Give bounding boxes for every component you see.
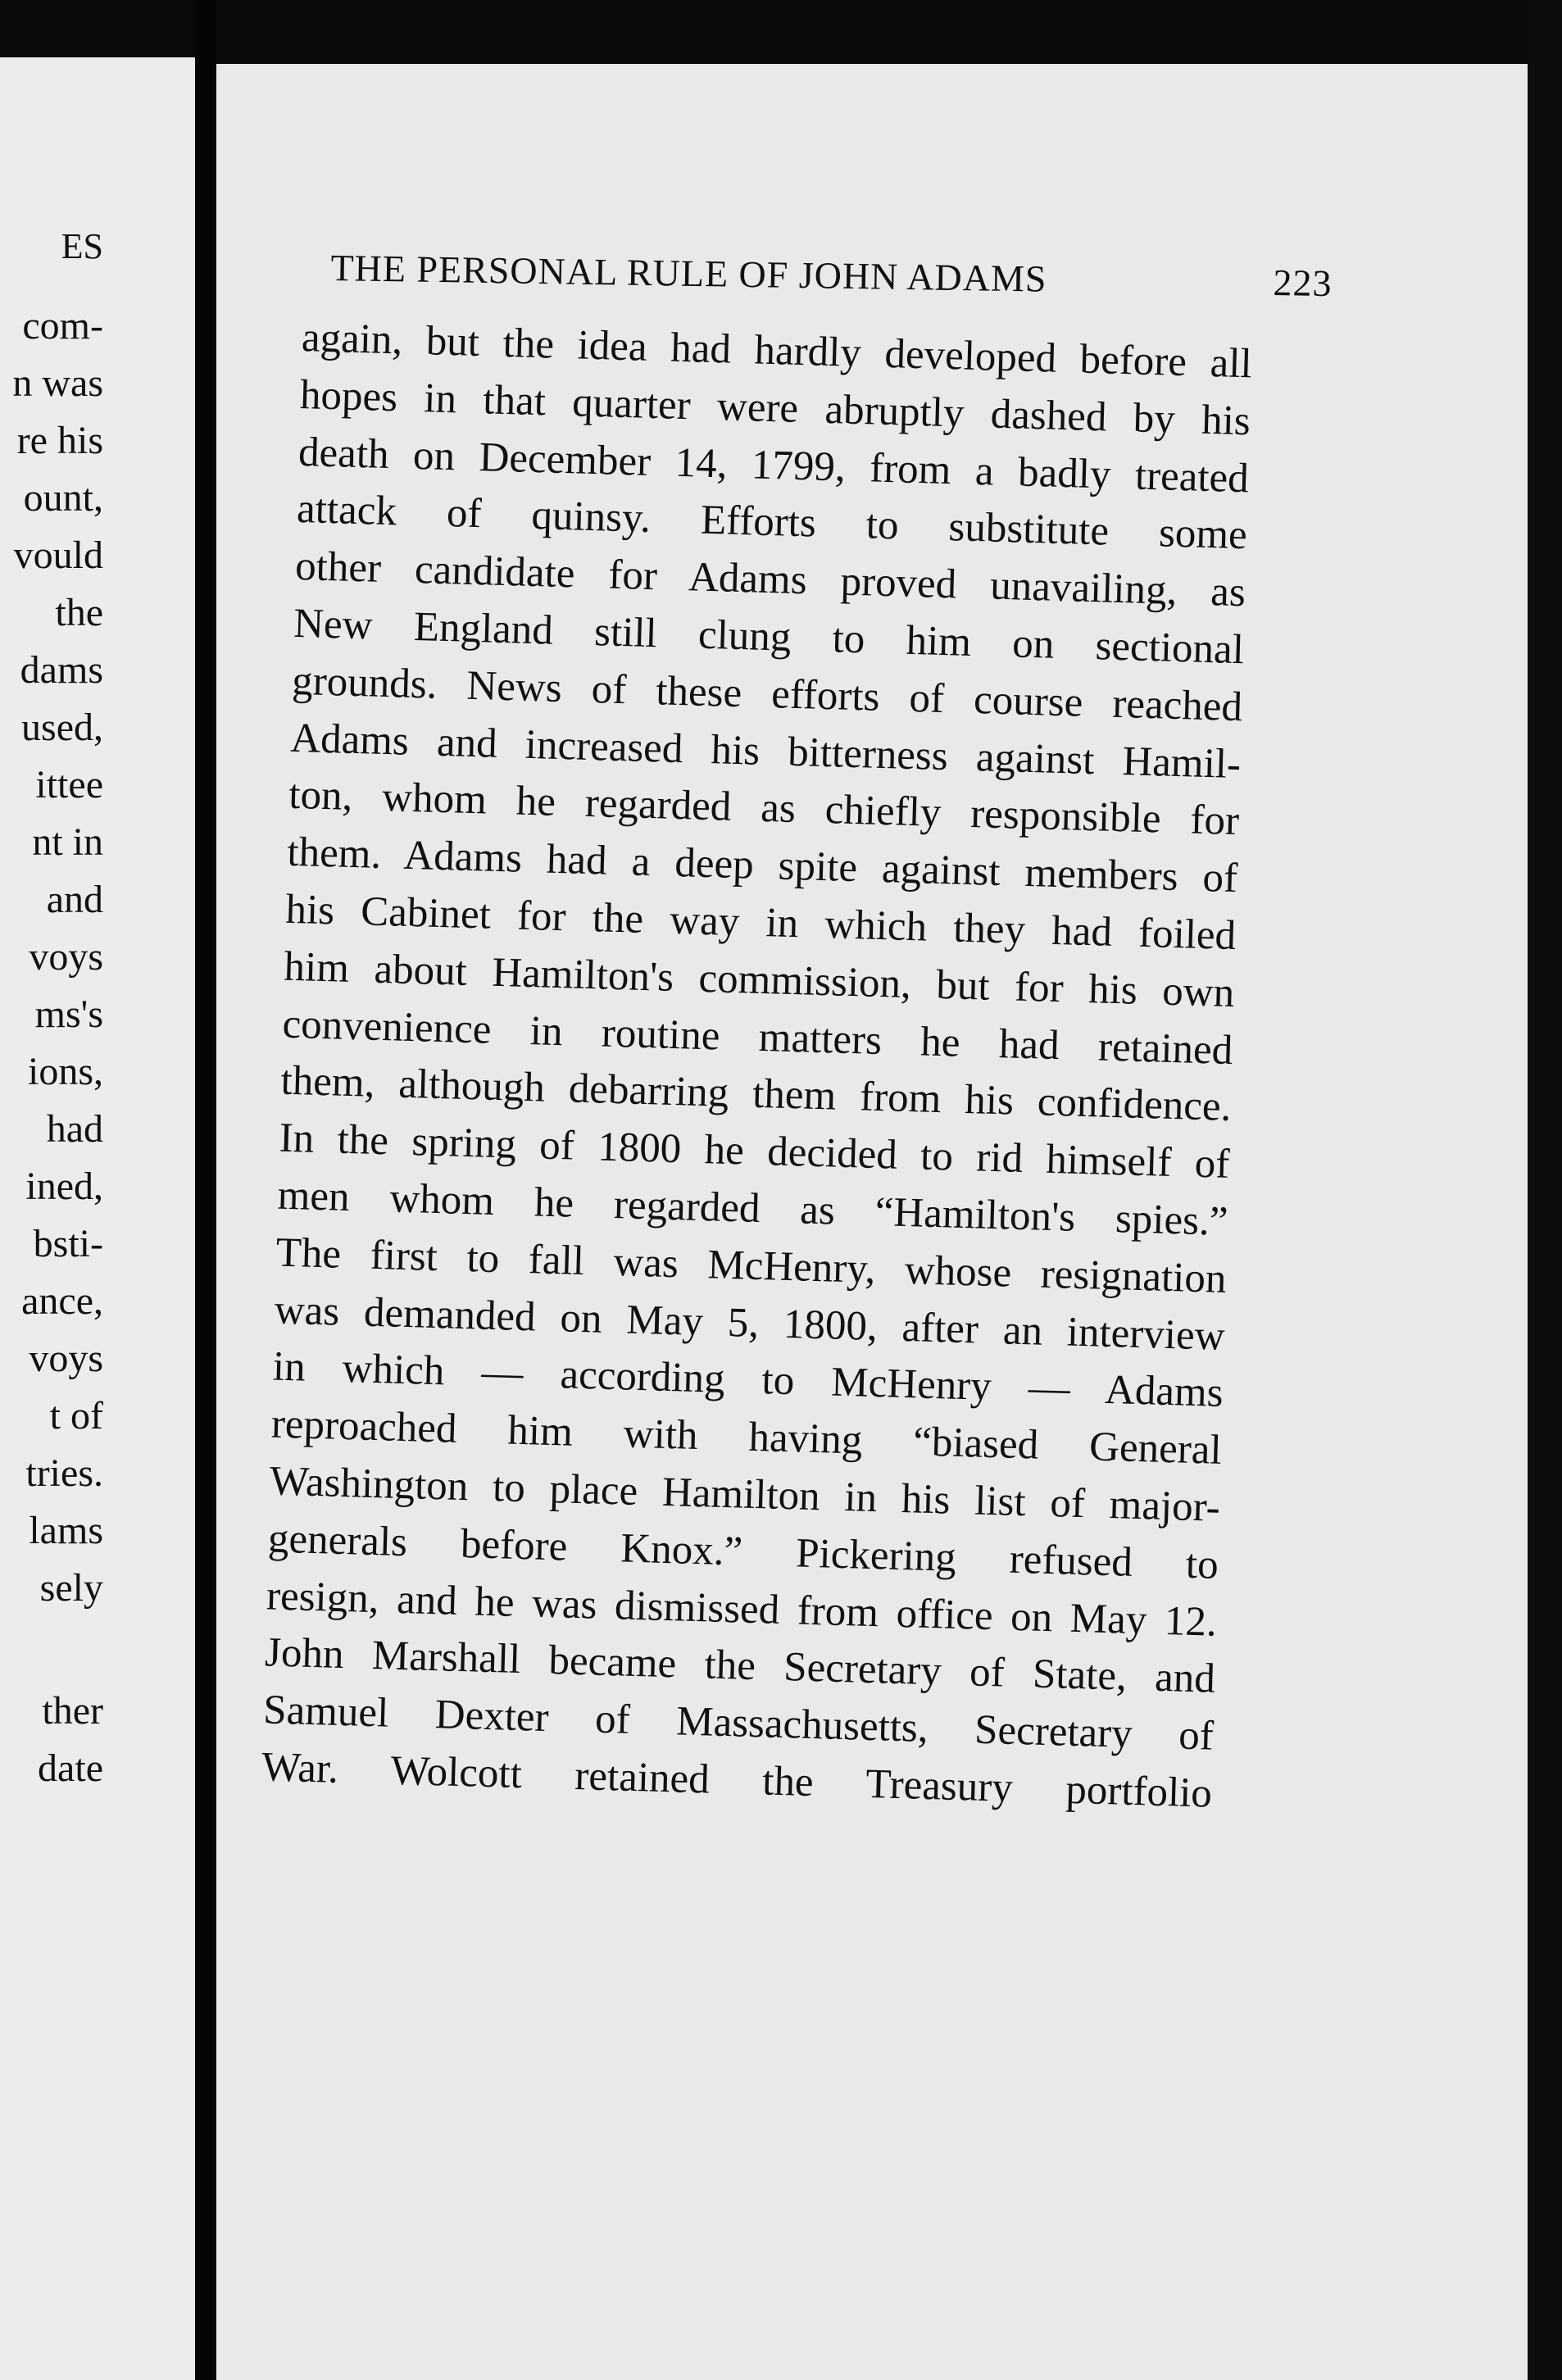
text-line: Samuel Dexter of Massachusetts, Secretary of [262, 1687, 1215, 1760]
text-line: other candidate for Adams proved unavailing, as [294, 543, 1246, 616]
running-head [330, 246, 1478, 307]
text-line: Washington to place Hamilton in his list of major- [269, 1458, 1221, 1531]
book-gutter [195, 0, 216, 2380]
previous-page-line: re his [16, 419, 103, 462]
body-text [261, 310, 1252, 1823]
previous-page-line: vould [13, 534, 103, 577]
text-line: his Cabinet for the way in which they had foiled [284, 886, 1237, 960]
text-line: reproached him with having “biased General [270, 1401, 1223, 1474]
text-line: was demanded on May 5, 1800, after an interview [274, 1287, 1226, 1360]
text-line: death on December 14, 1799, from a badly treated [297, 429, 1250, 502]
text-line: War. Wolcott retained the Treasury portfolio [261, 1744, 1213, 1817]
text-line: convenience in routine matters he had retained [281, 1001, 1233, 1074]
previous-page-line: the [55, 591, 103, 634]
previous-page-line: ther [42, 1689, 103, 1733]
running-head-title: THE PERSONAL RULE OF JOHN ADAMS [330, 246, 1047, 300]
previous-page-line: bsti- [33, 1222, 103, 1265]
previous-page-line: t of [49, 1394, 103, 1438]
text-line: The first to fall was McHenry, whose resignation [275, 1229, 1228, 1302]
previous-page-fragment [0, 57, 195, 2380]
previous-page-line: com- [22, 304, 103, 347]
text-line: him about Hamilton's commission, but for his own [283, 943, 1235, 1016]
previous-page-line: tries. [25, 1451, 103, 1495]
book-page [216, 64, 1528, 2380]
text-line: grounds. News of these efforts of course reached [291, 657, 1243, 730]
page-number: 223 [1273, 261, 1333, 305]
text-line: in which — according to McHenry — Adams [272, 1343, 1224, 1417]
previous-page-line: voys [29, 1337, 103, 1380]
previous-page-line: voys [29, 935, 103, 979]
previous-page-line: dams [20, 648, 103, 692]
text-line: generals before Knox.” Pickering refused to [267, 1515, 1219, 1588]
previous-page-line: and [46, 878, 103, 921]
scan-right-edge [1528, 0, 1562, 2380]
text-line: men whom he regarded as “Hamilton's spies.” [277, 1172, 1229, 1245]
text-line: resign, and he was dismissed from office on May 12. [266, 1572, 1218, 1646]
previous-page-line: n was [12, 361, 103, 405]
previous-page-line: ions, [27, 1050, 103, 1093]
previous-page-running-head: ES [61, 226, 103, 266]
text-line: hopes in that quarter were abruptly dashed by his [299, 371, 1251, 445]
previous-page-line: ms's [34, 992, 103, 1036]
text-line: them. Adams had a deep spite against members of [286, 829, 1238, 902]
text-line: In the spring of 1800 he decided to rid himself of [278, 1115, 1231, 1188]
previous-page-line: ittee [35, 763, 103, 806]
text-line: John Marshall became the Secretary of State, and [264, 1629, 1216, 1703]
text-line: them, although debarring them from his confidence. [279, 1058, 1233, 1131]
previous-page-line: nt in [32, 820, 103, 864]
text-line: ton, whom he regarded as chiefly responsible for [288, 772, 1240, 845]
previous-page-line: ined, [25, 1165, 103, 1208]
previous-page-line: sely [39, 1566, 103, 1610]
previous-page-line: date [38, 1746, 103, 1790]
previous-page-line: ance, [21, 1279, 103, 1323]
text-line: New England still clung to him on sectional [293, 600, 1245, 674]
previous-page-line: ount, [23, 476, 103, 520]
previous-page-line: had [46, 1107, 103, 1151]
text-line: Adams and increased his bitterness against Hamil- [289, 715, 1242, 788]
previous-page-line: used, [21, 706, 103, 749]
text-line: again, but the idea had hardly developed before all [301, 314, 1253, 388]
text-line: attack of quinsy. Efforts to substitute some [296, 486, 1248, 559]
previous-page-line: lams [29, 1509, 103, 1552]
